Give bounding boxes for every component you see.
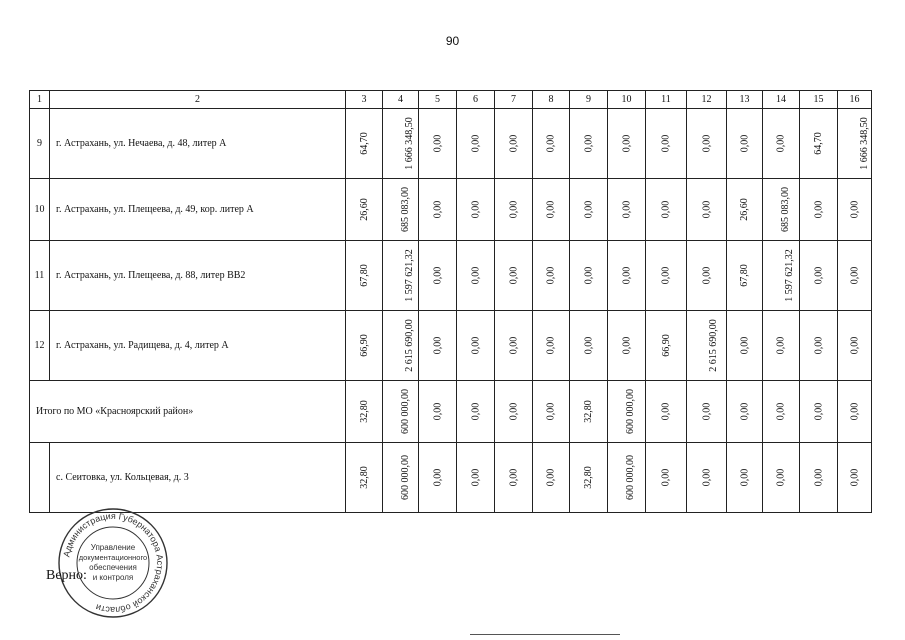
value-cell [608, 109, 646, 179]
value-cell [800, 381, 838, 443]
table-row [30, 311, 872, 381]
cell-value: 0,00 [775, 402, 787, 421]
cell-value: 0,00 [621, 200, 632, 219]
value-cell [419, 179, 457, 241]
header-cell: 1 [30, 91, 50, 109]
address-cell: г. Астрахань, ул. Нечаева, д. 48, литер А [50, 109, 346, 179]
value-cell [570, 241, 608, 311]
header-cell: 8 [533, 91, 570, 109]
address-cell: г. Астрахань, ул. Радищева, д. 4, литер А [50, 311, 346, 381]
value-cell [419, 241, 457, 311]
cell-value: 0,00 [813, 266, 824, 285]
cell-value: 0,00 [849, 336, 860, 355]
address-cell: г. Астрахань, ул. Плещеева, д. 49, кор. литер А [50, 179, 346, 241]
cell-value: 0,00 [432, 336, 443, 355]
value-cell [727, 179, 763, 241]
header-cell: 4 [383, 91, 419, 109]
value-cell [383, 109, 419, 179]
header-cell: 14 [763, 91, 800, 109]
address-cell: с. Сеитовка, ул. Кольцевая, д. 3 [50, 443, 346, 513]
stamp-graphic [56, 506, 170, 620]
value-cell [457, 443, 495, 513]
cell-value: 0,00 [660, 468, 672, 487]
cell-value: 64,70 [813, 132, 824, 155]
cell-value: 2 615 690,00 [403, 319, 415, 372]
header-cell: 6 [457, 91, 495, 109]
value-cell [687, 311, 727, 381]
header-cell: 7 [495, 91, 533, 109]
value-cell [457, 179, 495, 241]
value-cell [346, 241, 383, 311]
cell-value: 0,00 [545, 134, 557, 153]
value-cell [533, 311, 570, 381]
cell-value: 0,00 [508, 402, 519, 421]
value-cell [646, 241, 687, 311]
value-cell [570, 381, 608, 443]
cell-value: 0,00 [739, 134, 750, 153]
cell-value: 0,00 [849, 200, 860, 219]
cell-value: 0,00 [775, 336, 787, 355]
value-cell [727, 443, 763, 513]
value-cell [687, 443, 727, 513]
value-cell [800, 311, 838, 381]
cell-value: 0,00 [849, 402, 860, 421]
value-cell [419, 381, 457, 443]
value-cell [608, 381, 646, 443]
table-row [30, 443, 872, 513]
value-cell [838, 381, 872, 443]
cell-value: 600 000,00 [400, 455, 411, 500]
header-cell: 5 [419, 91, 457, 109]
stamp-line: Управление [90, 543, 136, 552]
cell-value: 0,00 [470, 266, 481, 285]
cell-value: 600 000,00 [625, 455, 636, 500]
value-cell [763, 381, 800, 443]
row-number [30, 443, 50, 513]
cell-value: 0,00 [813, 336, 824, 355]
value-cell [608, 311, 646, 381]
value-cell [838, 179, 872, 241]
row-number: 10 [30, 179, 50, 241]
value-cell [608, 179, 646, 241]
cell-value: 0,00 [849, 266, 860, 285]
value-cell [346, 443, 383, 513]
cell-value: 0,00 [739, 468, 750, 487]
value-cell [533, 381, 570, 443]
cell-value: 0,00 [432, 402, 443, 421]
header-cell: 13 [727, 91, 763, 109]
cell-value: 26,60 [358, 198, 370, 221]
cell-value: 0,00 [432, 200, 443, 219]
cell-value: 1 666 348,50 [858, 117, 870, 170]
value-cell [570, 179, 608, 241]
cell-value: 67,80 [358, 264, 370, 287]
cell-value: 0,00 [583, 266, 594, 285]
cell-value: 0,00 [545, 402, 557, 421]
value-cell [570, 311, 608, 381]
cell-value: 0,00 [508, 468, 519, 487]
cell-value: 0,00 [621, 134, 632, 153]
cell-value: 0,00 [739, 402, 750, 421]
value-cell [383, 179, 419, 241]
cell-value: 26,60 [739, 198, 750, 221]
value-cell [687, 381, 727, 443]
stamp-line: документационного [78, 553, 148, 562]
cell-value: 0,00 [545, 336, 557, 355]
cell-value: 66,90 [660, 334, 672, 357]
value-cell [383, 311, 419, 381]
address-cell: г. Астрахань, ул. Плещеева, д. 88, литер ВВ2 [50, 241, 346, 311]
cell-value: 1 597 621,32 [403, 249, 415, 302]
value-cell [763, 179, 800, 241]
cell-value: 0,00 [813, 468, 824, 487]
cell-value: 0,00 [432, 134, 443, 153]
cell-value: 0,00 [432, 266, 443, 285]
stamp-line: обеспечения [89, 563, 137, 572]
page-number: 90 [445, 34, 460, 48]
value-cell [346, 381, 383, 443]
value-cell [763, 443, 800, 513]
value-cell [533, 241, 570, 311]
cell-value: 0,00 [470, 134, 481, 153]
value-cell [419, 109, 457, 179]
header-cell: 12 [687, 91, 727, 109]
header-cell: 11 [646, 91, 687, 109]
cell-value: 0,00 [583, 336, 594, 355]
value-cell [495, 179, 533, 241]
table-row [30, 179, 872, 241]
value-cell [838, 241, 872, 311]
cell-value: 0,00 [508, 200, 519, 219]
value-cell [419, 311, 457, 381]
cell-value: 0,00 [470, 468, 481, 487]
cell-value: 0,00 [775, 468, 787, 487]
cell-value: 0,00 [660, 200, 672, 219]
value-cell [838, 443, 872, 513]
cell-value: 0,00 [508, 134, 519, 153]
cell-value: 0,00 [813, 200, 824, 219]
value-cell [533, 443, 570, 513]
value-cell [646, 179, 687, 241]
header-cell: 10 [608, 91, 646, 109]
cell-value: 0,00 [545, 200, 557, 219]
cell-value: 0,00 [701, 266, 712, 285]
certification-label: Верно: [46, 568, 87, 583]
value-cell [495, 381, 533, 443]
cell-value: 0,00 [545, 468, 557, 487]
total-row [30, 381, 872, 443]
cell-value: 67,80 [739, 264, 750, 287]
value-cell [800, 443, 838, 513]
value-cell [727, 241, 763, 311]
value-cell [457, 109, 495, 179]
cell-value: 32,80 [358, 400, 370, 423]
cell-value: 0,00 [660, 266, 672, 285]
value-cell [346, 311, 383, 381]
value-cell [687, 241, 727, 311]
cell-value: 0,00 [775, 134, 787, 153]
cell-value: 0,00 [470, 200, 481, 219]
value-cell [646, 381, 687, 443]
cell-value: 32,80 [583, 466, 594, 489]
value-cell [646, 311, 687, 381]
table-row [30, 109, 872, 179]
header-cell: 16 [838, 91, 872, 109]
value-cell [383, 443, 419, 513]
cell-value: 600 000,00 [625, 389, 636, 434]
value-cell [800, 109, 838, 179]
value-cell [838, 311, 872, 381]
value-cell [608, 241, 646, 311]
value-cell [419, 443, 457, 513]
value-cell [687, 179, 727, 241]
cell-value: 0,00 [508, 336, 519, 355]
value-cell [646, 443, 687, 513]
cell-value: 2 615 690,00 [707, 319, 719, 372]
value-cell [727, 311, 763, 381]
value-cell [608, 443, 646, 513]
value-cell [727, 381, 763, 443]
cell-value: 0,00 [432, 468, 443, 487]
stamp-line: и контроля [92, 573, 134, 582]
value-cell [457, 381, 495, 443]
value-cell [687, 109, 727, 179]
cell-value: 0,00 [583, 134, 594, 153]
cell-value: 0,00 [813, 402, 824, 421]
value-cell [346, 179, 383, 241]
header-cell: 15 [800, 91, 838, 109]
row-number: 11 [30, 241, 50, 311]
cell-value: 0,00 [545, 266, 557, 285]
cell-value: 0,00 [508, 266, 519, 285]
row-number: 12 [30, 311, 50, 381]
header-row [30, 91, 872, 109]
official-stamp [56, 506, 170, 620]
value-cell [495, 241, 533, 311]
cell-value: 0,00 [470, 402, 481, 421]
cell-value: 685 083,00 [780, 187, 791, 232]
value-cell [727, 109, 763, 179]
value-cell [763, 109, 800, 179]
table-row [30, 241, 872, 311]
value-cell [383, 381, 419, 443]
cell-value: 0,00 [470, 336, 481, 355]
cell-value: 0,00 [621, 336, 632, 355]
cell-value: 0,00 [583, 200, 594, 219]
value-cell [838, 109, 872, 179]
cell-value: 66,90 [358, 334, 370, 357]
value-cell [763, 241, 800, 311]
cell-value: 1 666 348,50 [403, 117, 415, 170]
value-cell [533, 109, 570, 179]
cell-value: 0,00 [701, 468, 712, 487]
cell-value: 32,80 [358, 466, 370, 489]
cell-value: 600 000,00 [400, 389, 411, 434]
value-cell [570, 443, 608, 513]
value-cell [495, 311, 533, 381]
header-cell: 3 [346, 91, 383, 109]
cell-value: 0,00 [701, 402, 712, 421]
row-number: 9 [30, 109, 50, 179]
cell-value: 0,00 [701, 134, 712, 153]
value-cell [495, 109, 533, 179]
header-cell: 9 [570, 91, 608, 109]
value-cell [533, 179, 570, 241]
cell-value: 64,70 [358, 132, 370, 155]
value-cell [570, 109, 608, 179]
header-cell: 2 [50, 91, 346, 109]
value-cell [495, 443, 533, 513]
cell-value: 0,00 [701, 200, 712, 219]
signature-line [470, 634, 620, 635]
value-cell [383, 241, 419, 311]
value-cell [800, 179, 838, 241]
cell-value: 0,00 [660, 402, 672, 421]
value-cell [346, 109, 383, 179]
cell-value: 685 083,00 [400, 187, 411, 232]
cell-value: 0,00 [660, 134, 672, 153]
stamp-ring-text: Администрация Губернатора Астраханской области [61, 510, 166, 616]
value-cell [457, 311, 495, 381]
data-table [29, 90, 872, 513]
cell-value: 32,80 [583, 400, 594, 423]
value-cell [800, 241, 838, 311]
total-label: Итого по МО «Красноярский район» [30, 381, 346, 443]
cell-value: 1 597 621,32 [783, 249, 795, 302]
value-cell [646, 109, 687, 179]
cell-value: 0,00 [621, 266, 632, 285]
cell-value: 0,00 [739, 336, 750, 355]
value-cell [763, 311, 800, 381]
cell-value: 0,00 [849, 468, 860, 487]
value-cell [457, 241, 495, 311]
